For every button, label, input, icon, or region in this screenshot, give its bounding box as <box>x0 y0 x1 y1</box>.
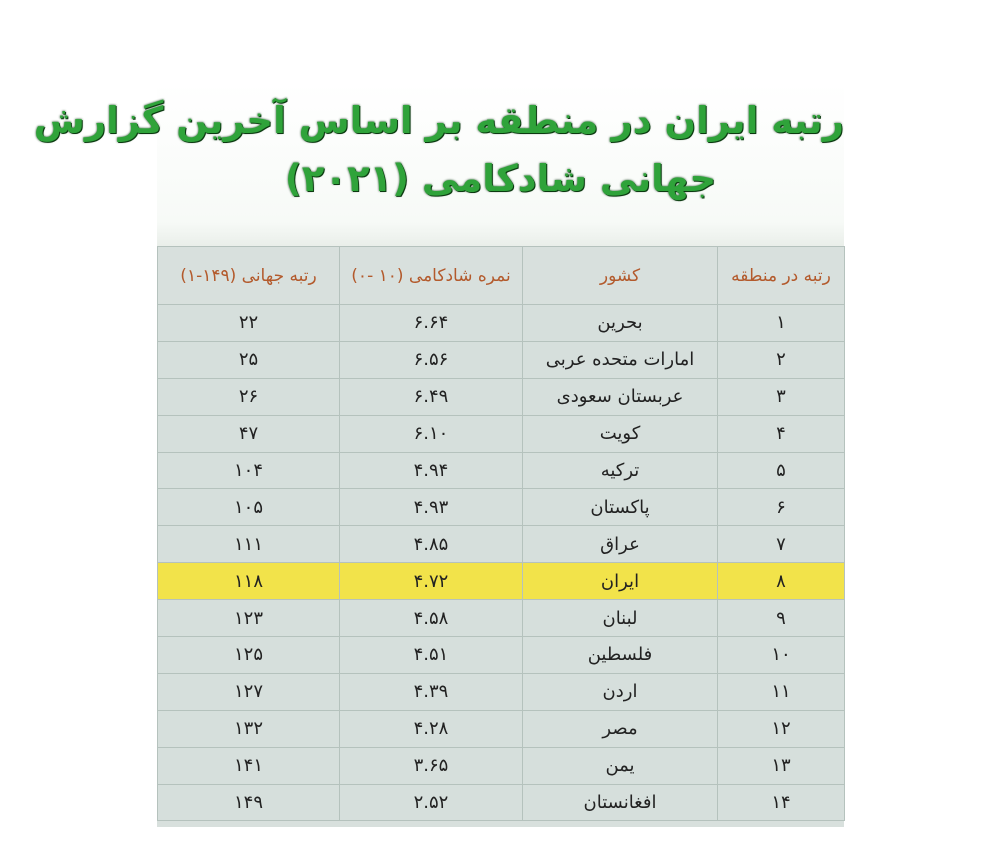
cell-regional-rank: ۱۲ <box>718 710 845 747</box>
cell-score: ۴.۵۱ <box>340 637 523 674</box>
cell-world-rank: ۲۵ <box>158 341 340 378</box>
cell-country: مصر <box>523 710 718 747</box>
cell-score: ۳.۶۵ <box>340 747 523 784</box>
title-line-1: رتبه ایران در منطقه بر اساس آخرین گزارش <box>33 99 844 142</box>
table-row <box>158 526 845 563</box>
cell-world-rank: ۱۲۵ <box>158 637 340 674</box>
cell-country: بحرین <box>523 305 718 342</box>
table-row <box>158 378 845 415</box>
cell-country: افغانستان <box>523 784 718 821</box>
table-row <box>158 415 845 452</box>
cell-world-rank: ۱۴۱ <box>158 747 340 784</box>
cell-country: ایران <box>523 563 718 600</box>
cell-country: کویت <box>523 415 718 452</box>
cell-world-rank: ۲۶ <box>158 378 340 415</box>
table-row <box>158 305 845 342</box>
table-row <box>158 747 845 784</box>
cell-score: ۶.۶۴ <box>340 305 523 342</box>
header-world-rank: رتبه جهانی (۱۴۹-۱) <box>158 247 340 305</box>
cell-world-rank: ۱۲۷ <box>158 673 340 710</box>
cell-regional-rank: ۱ <box>718 305 845 342</box>
table-row <box>158 600 845 637</box>
cell-country: امارات متحده عربی <box>523 341 718 378</box>
happiness-ranking-table <box>157 246 845 821</box>
cell-world-rank: ۱۴۹ <box>158 784 340 821</box>
table-row <box>158 784 845 821</box>
cell-world-rank: ۱۰۴ <box>158 452 340 489</box>
cell-score: ۴.۸۵ <box>340 526 523 563</box>
cell-country: لبنان <box>523 600 718 637</box>
table-row <box>158 563 845 600</box>
header-country: کشور <box>523 247 718 305</box>
cell-country: ترکیه <box>523 452 718 489</box>
cell-world-rank: ۱۱۸ <box>158 563 340 600</box>
table-row <box>158 710 845 747</box>
cell-score: ۴.۹۴ <box>340 452 523 489</box>
title-line-2: جهانی شادکامی (۲۰۲۱) <box>284 157 717 200</box>
cell-regional-rank: ۱۴ <box>718 784 845 821</box>
cell-regional-rank: ۶ <box>718 489 845 526</box>
cell-score: ۴.۹۳ <box>340 489 523 526</box>
cell-country: پاکستان <box>523 489 718 526</box>
cell-regional-rank: ۱۳ <box>718 747 845 784</box>
cell-regional-rank: ۸ <box>718 563 845 600</box>
cell-country: یمن <box>523 747 718 784</box>
cell-score: ۴.۲۸ <box>340 710 523 747</box>
cell-score: ۴.۷۲ <box>340 563 523 600</box>
cell-regional-rank: ۱۱ <box>718 673 845 710</box>
cell-regional-rank: ۵ <box>718 452 845 489</box>
cell-regional-rank: ۹ <box>718 600 845 637</box>
cell-world-rank: ۱۳۲ <box>158 710 340 747</box>
cell-regional-rank: ۲ <box>718 341 845 378</box>
table-row <box>158 341 845 378</box>
cell-world-rank: ۲۲ <box>158 305 340 342</box>
cell-world-rank: ۴۷ <box>158 415 340 452</box>
cell-score: ۶.۵۶ <box>340 341 523 378</box>
header-score: نمره شادکامی (۱۰ -۰) <box>340 247 523 305</box>
table-row <box>158 673 845 710</box>
cell-world-rank: ۱۲۳ <box>158 600 340 637</box>
cell-score: ۶.۱۰ <box>340 415 523 452</box>
cell-country: فلسطین <box>523 637 718 674</box>
cell-regional-rank: ۱۰ <box>718 637 845 674</box>
cell-score: ۴.۵۸ <box>340 600 523 637</box>
table-header-row <box>158 247 845 305</box>
cell-country: عربستان سعودی <box>523 378 718 415</box>
table-row <box>158 489 845 526</box>
cell-world-rank: ۱۱۱ <box>158 526 340 563</box>
header-regional-rank: رتبه در منطقه <box>718 247 845 305</box>
cell-country: عراق <box>523 526 718 563</box>
cell-score: ۲.۵۲ <box>340 784 523 821</box>
cell-regional-rank: ۴ <box>718 415 845 452</box>
cell-regional-rank: ۷ <box>718 526 845 563</box>
page-title <box>33 92 844 208</box>
cell-regional-rank: ۳ <box>718 378 845 415</box>
table-row <box>158 637 845 674</box>
cell-score: ۶.۴۹ <box>340 378 523 415</box>
cell-score: ۴.۳۹ <box>340 673 523 710</box>
cell-country: اردن <box>523 673 718 710</box>
table-row <box>158 452 845 489</box>
cell-world-rank: ۱۰۵ <box>158 489 340 526</box>
